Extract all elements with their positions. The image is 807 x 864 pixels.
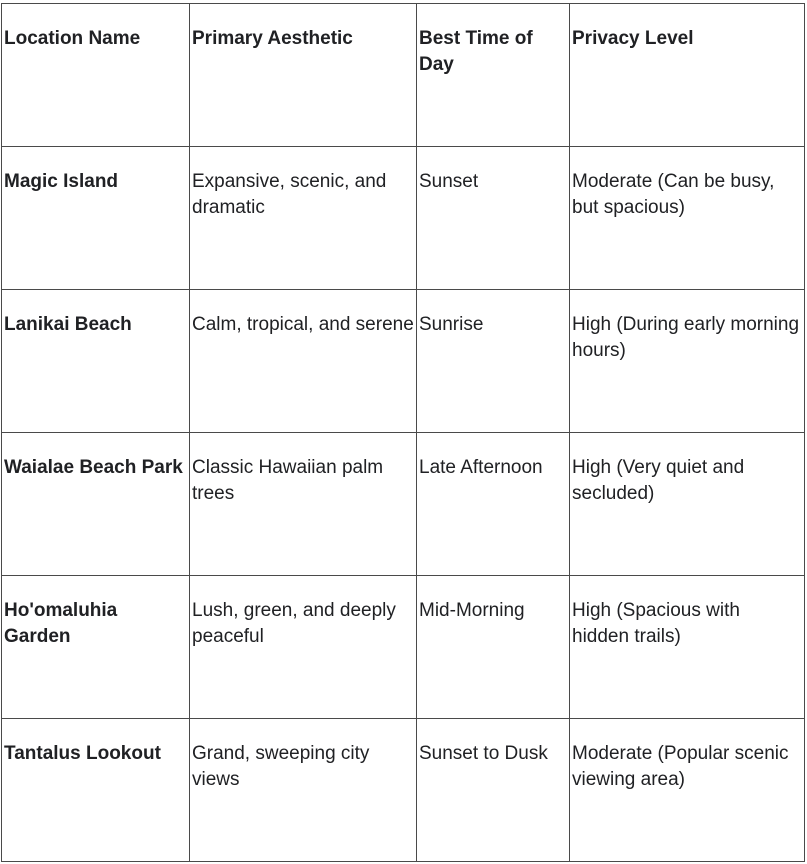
table-row [2, 290, 805, 433]
location-name-cell: Waialae Beach Park [2, 433, 190, 576]
table-row [2, 147, 805, 290]
time-cell: Late Afternoon [417, 433, 570, 576]
time-cell: Sunset to Dusk [417, 719, 570, 862]
location-name-cell: Lanikai Beach [2, 290, 190, 433]
aesthetic-cell: Expansive, scenic, and dramatic [190, 147, 417, 290]
privacy-cell: High (Spacious with hidden trails) [570, 576, 805, 719]
header-privacy-level: Privacy Level [570, 4, 805, 147]
aesthetic-cell: Grand, sweeping city views [190, 719, 417, 862]
header-location-name: Location Name [2, 4, 190, 147]
table-row [2, 719, 805, 862]
aesthetic-cell: Classic Hawaiian palm trees [190, 433, 417, 576]
privacy-cell: High (Very quiet and secluded) [570, 433, 805, 576]
location-name-cell: Tantalus Lookout [2, 719, 190, 862]
location-name-cell: Ho'omaluhia Garden [2, 576, 190, 719]
table-row [2, 576, 805, 719]
location-name-cell: Magic Island [2, 147, 190, 290]
aesthetic-cell: Calm, tropical, and serene [190, 290, 417, 433]
header-best-time-of-day: Best Time of Day [417, 4, 570, 147]
table-row [2, 433, 805, 576]
time-cell: Mid-Morning [417, 576, 570, 719]
table-header-row [2, 4, 805, 147]
privacy-cell: Moderate (Can be busy, but spacious) [570, 147, 805, 290]
aesthetic-cell: Lush, green, and deeply peaceful [190, 576, 417, 719]
header-primary-aesthetic: Primary Aesthetic [190, 4, 417, 147]
time-cell: Sunset [417, 147, 570, 290]
privacy-cell: High (During early morning hours) [570, 290, 805, 433]
locations-table [1, 3, 805, 862]
time-cell: Sunrise [417, 290, 570, 433]
privacy-cell: Moderate (Popular scenic viewing area) [570, 719, 805, 862]
